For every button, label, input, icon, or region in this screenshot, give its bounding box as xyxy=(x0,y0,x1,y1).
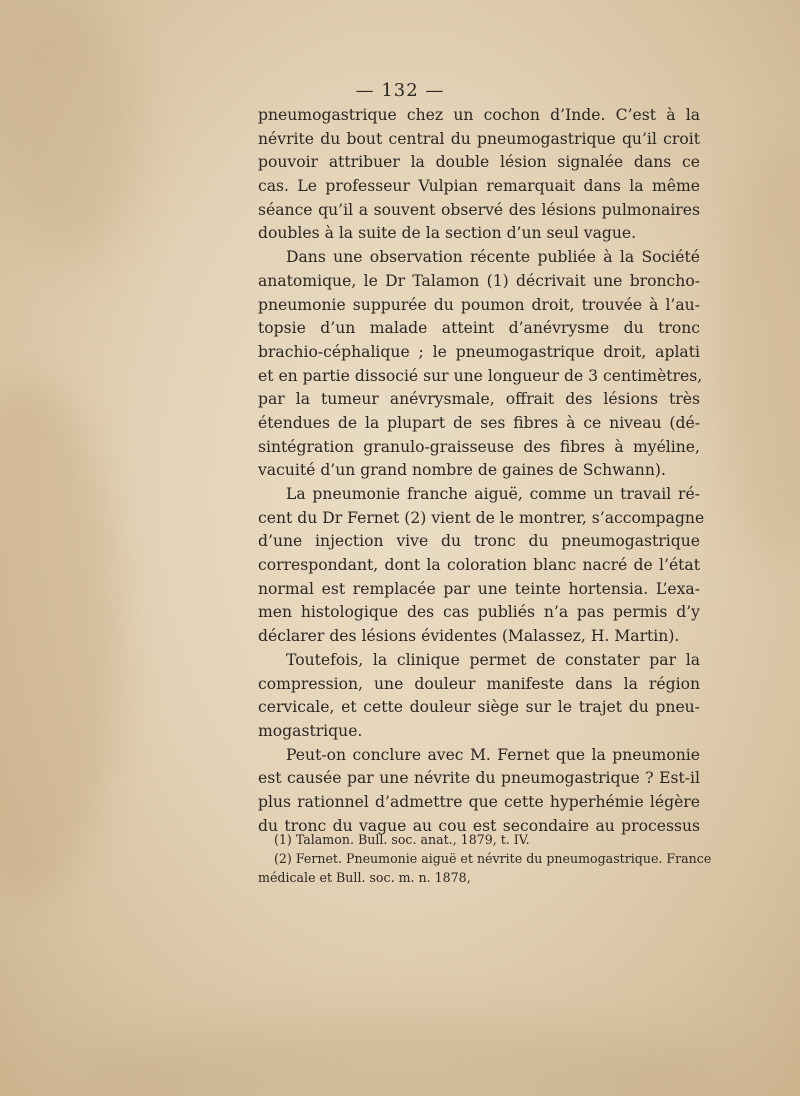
footnote: (2) Fernet. Pneumonie aiguë et névrite du pneumogastrique. France xyxy=(274,851,712,866)
text-line: du tronc du vague au cou est secondaire au processus xyxy=(258,816,700,835)
text-line: anatomique, le Dr Talamon (1) décrivait une broncho- xyxy=(258,271,700,290)
paper-stain xyxy=(720,140,800,560)
text-line: Dans une observation récente publiée à la Société xyxy=(286,248,700,267)
text-line: cas. Le professeur Vulpian remarquait dans la même xyxy=(258,177,700,196)
text-line: Peut-on conclure avec M. Fernet que la pneumonie xyxy=(286,745,700,764)
text-line: doubles à la suite de la section d’un seul vague. xyxy=(258,224,637,243)
text-line: vacuité d’un grand nombre de gaines de Schwann). xyxy=(258,461,666,480)
footnotes xyxy=(258,830,712,887)
text-line: par la tumeur anévrysmale, offrait des lésions très xyxy=(258,390,700,409)
text-line: est causée par une névrite du pneumogastrique ? Est-il xyxy=(258,769,700,788)
text-line: pouvoir attribuer la double lésion signalée dans ce xyxy=(258,153,700,172)
text-line: topsie d’un malade atteint d’anévrysme du tronc xyxy=(258,319,700,338)
text-line: étendues de la plupart de ses fibres à ce niveau (dé- xyxy=(258,413,700,432)
body-text xyxy=(258,104,705,838)
text-line: plus rationnel d’admettre que cette hyperhémie légère xyxy=(258,792,700,811)
text-line: normal est remplacée par une teinte hortensia. L’exa- xyxy=(258,579,700,598)
page-number: — 132 — xyxy=(355,80,445,101)
text-line: névrite du bout central du pneumogastrique qu’il croit xyxy=(258,129,700,148)
text-line: compression, une douleur manifeste dans la région xyxy=(258,674,700,693)
text-line: cent du Dr Fernet (2) vient de le montrer, s’accompagne xyxy=(258,508,705,527)
text-line: sintégration granulo-graisseuse des fibres à myéline, xyxy=(258,437,700,456)
footnote-continuation: médicale et Bull. soc. m. n. 1878, xyxy=(258,870,471,885)
text-line: et en partie dissocié sur une longueur de 3 centimètres, xyxy=(258,366,703,385)
text-line: La pneumonie franche aiguë, comme un travail ré- xyxy=(286,485,700,503)
text-line: pneumonie suppurée du poumon droit, trouvée à l’au- xyxy=(258,295,700,314)
text-line: mogastrique. xyxy=(258,721,363,740)
paper-stain xyxy=(0,0,140,260)
text-line: cervicale, et cette douleur siège sur le trajet du pneu- xyxy=(258,698,700,717)
text-line: déclarer des lésions évidentes (Malassez, H. Martin). xyxy=(258,627,680,646)
text-line: brachio-céphalique ; le pneumogastrique droit, aplati xyxy=(258,342,700,361)
text-line: séance qu’il a souvent observé des lésions pulmonaires xyxy=(258,200,700,219)
text-line: Toutefois, la clinique permet de constater par la xyxy=(286,650,700,669)
text-line: men histologique des cas publiés n’a pas permis d’y xyxy=(258,603,700,622)
footnote: (1) Talamon. Bull. soc. anat., 1879, t. IV. xyxy=(274,832,530,847)
paper-stain xyxy=(80,1016,720,1096)
text-line: correspondant, dont la coloration blanc nacré de l’état xyxy=(258,556,700,575)
text-line: d’une injection vive du tronc du pneumogastrique xyxy=(258,532,700,551)
text-line: pneumogastrique chez un cochon d’Inde. C’est à la xyxy=(258,106,700,124)
paper-stain xyxy=(0,380,120,900)
